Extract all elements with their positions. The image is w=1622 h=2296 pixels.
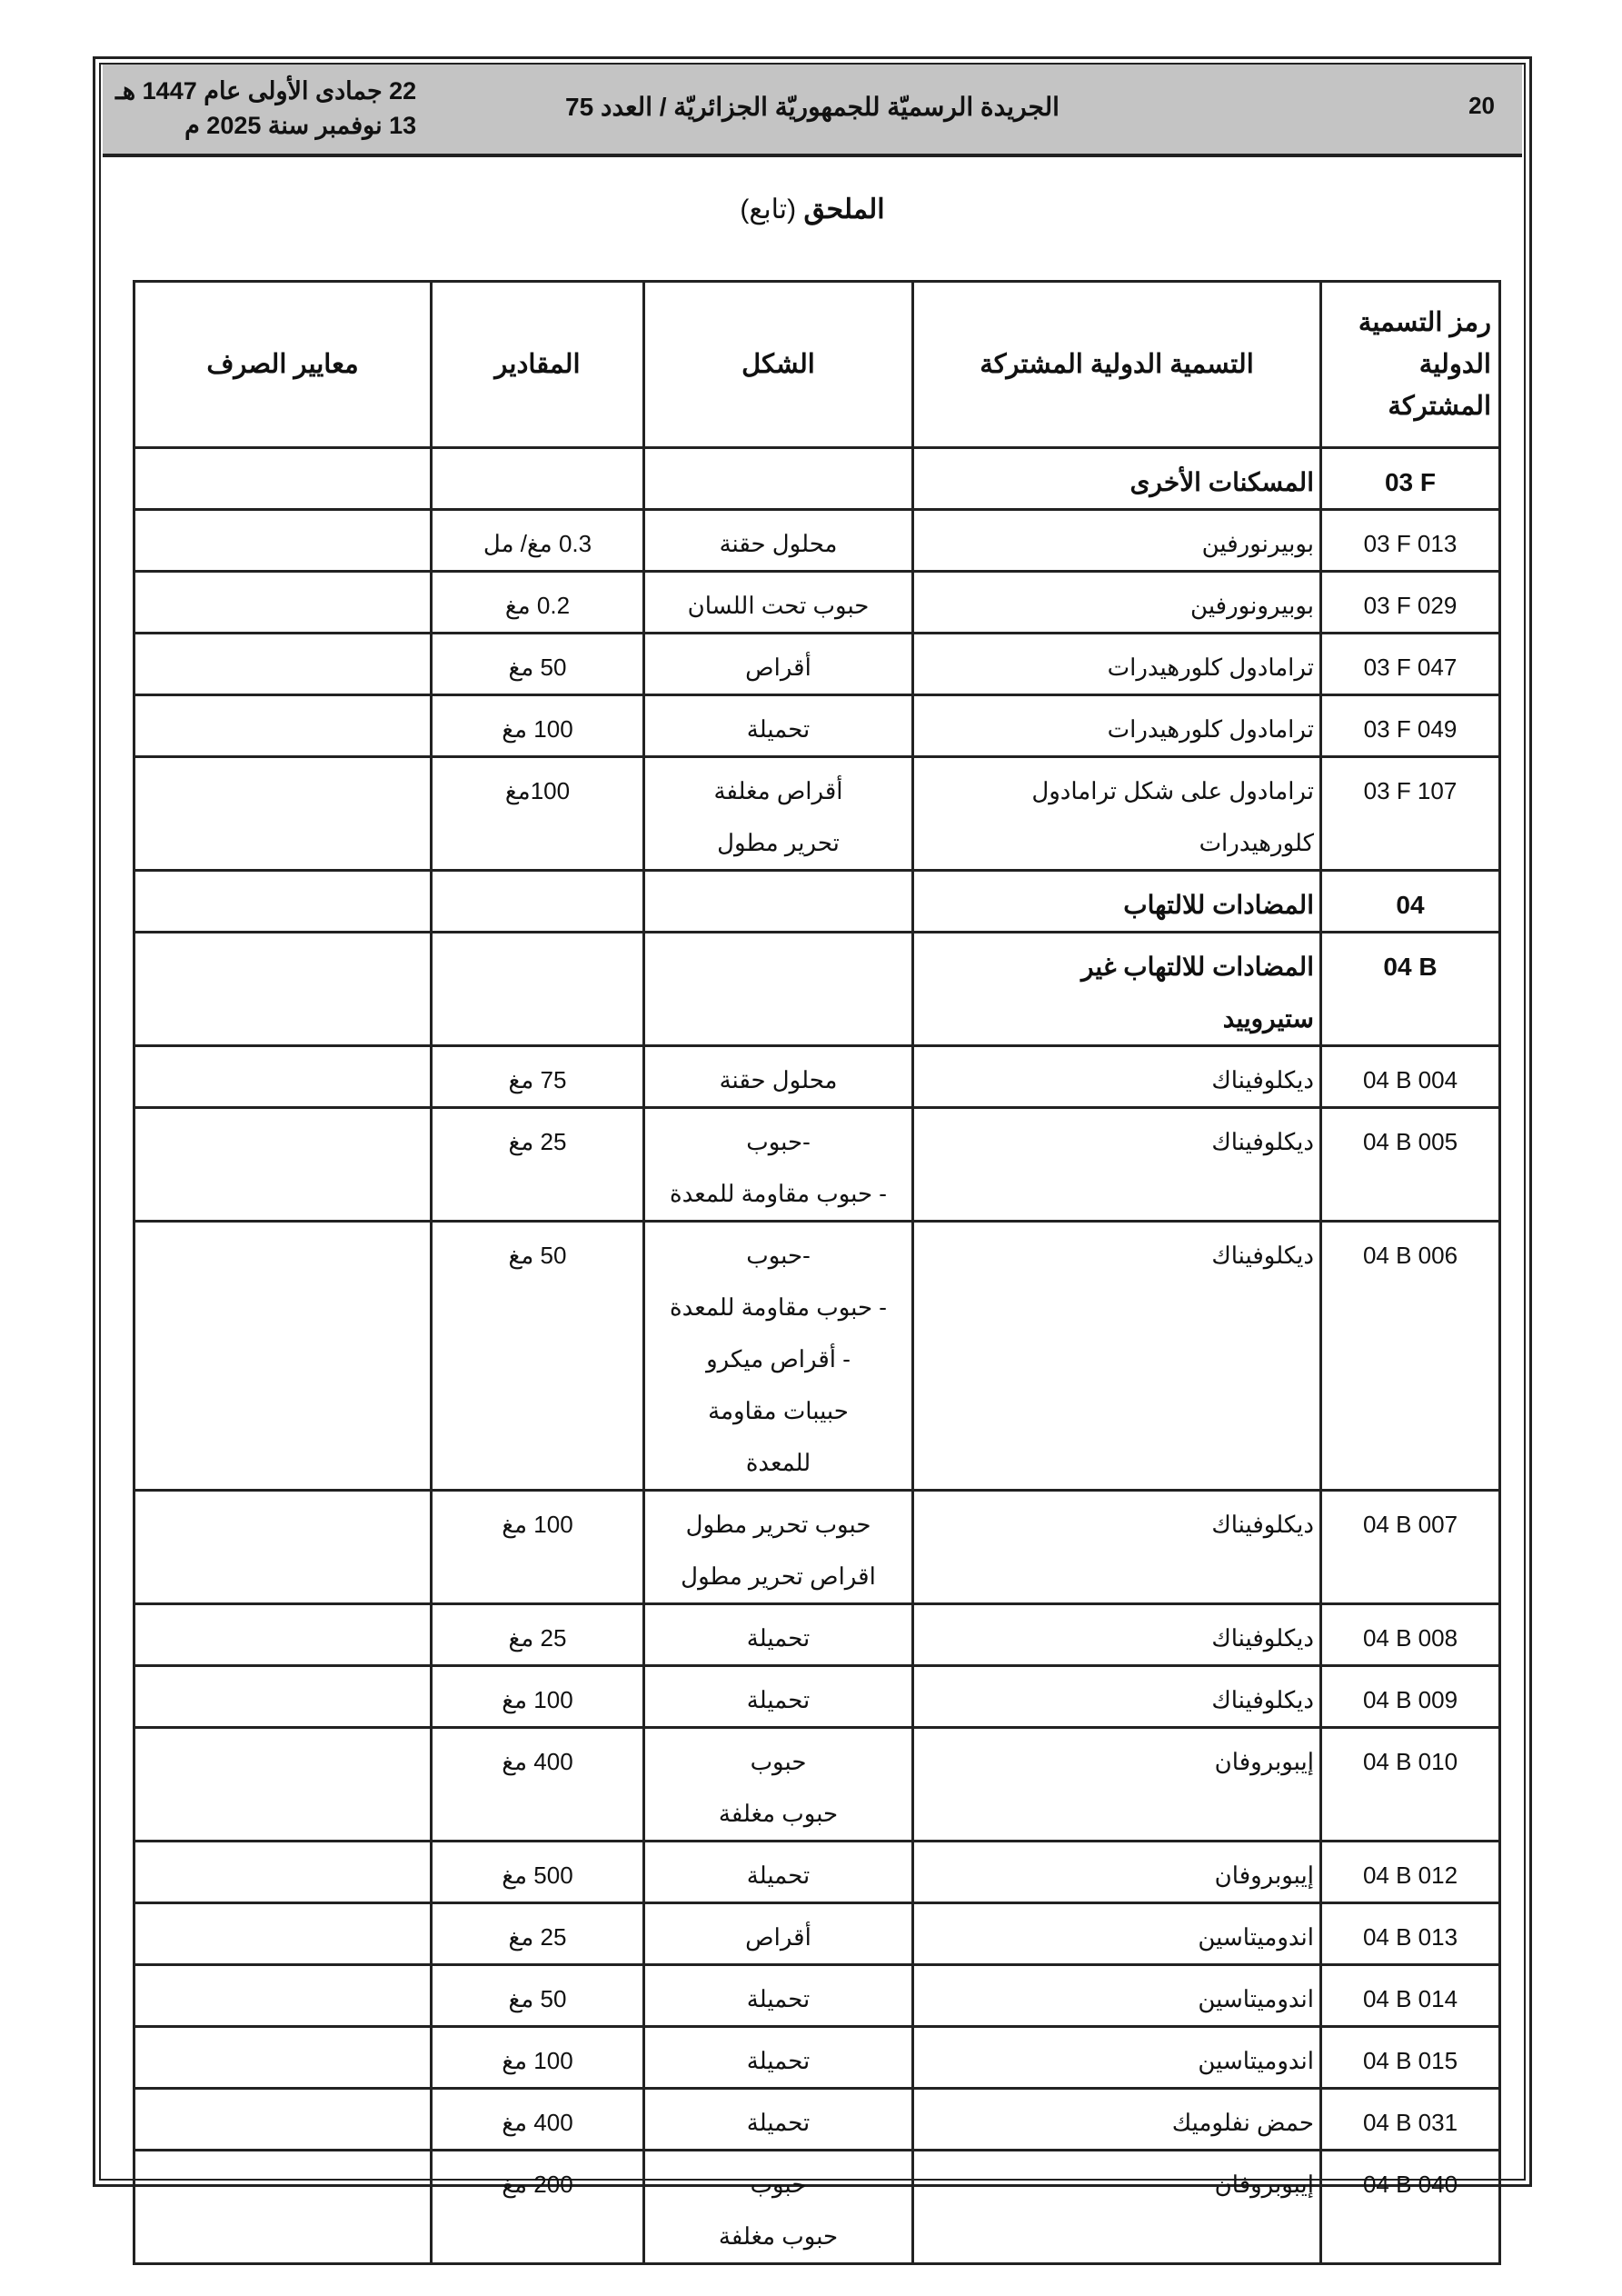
cell-name xyxy=(913,1046,1321,1108)
issue-date xyxy=(115,74,416,143)
table-header-row xyxy=(134,282,1500,448)
cell-name xyxy=(913,1728,1321,1842)
cell-form-line: تحميلة xyxy=(746,1862,811,1889)
cell-criteria xyxy=(134,1604,432,1666)
cell-criteria xyxy=(134,572,432,634)
table-row xyxy=(134,1965,1500,2027)
cell-form xyxy=(644,1108,913,1222)
cell-name-line: بوبيرونورفين xyxy=(1190,592,1314,619)
cell-code: 03 F 013 xyxy=(1321,510,1500,572)
cell-dose: 25 مغ xyxy=(432,1903,644,1965)
cell-criteria xyxy=(134,1965,432,2027)
cell-form-line: محلول حقنة xyxy=(719,530,838,557)
cell-name xyxy=(913,695,1321,757)
cell-dose: 100مغ xyxy=(432,757,644,871)
cell-code: 04 B 004 xyxy=(1321,1046,1500,1108)
cell-name xyxy=(913,933,1321,1046)
cell-form-line: أقراص xyxy=(745,1923,811,1951)
cell-form-line: حبيبات مقاومة xyxy=(708,1397,849,1424)
cell-name-line: ديكلوفيناك xyxy=(1211,1128,1314,1155)
cell-form xyxy=(644,1046,913,1108)
cell-criteria xyxy=(134,1666,432,1728)
cell-criteria xyxy=(134,1842,432,1903)
cell-dose: 500 مغ xyxy=(432,1842,644,1903)
cell-code: 03 F 049 xyxy=(1321,695,1500,757)
cell-form-line: تحميلة xyxy=(746,1624,811,1652)
cell-form xyxy=(644,871,913,933)
cell-code: 04 B 040 xyxy=(1321,2151,1500,2264)
cell-dose: 100 مغ xyxy=(432,2027,644,2089)
table-row xyxy=(134,634,1500,695)
cell-criteria xyxy=(134,510,432,572)
cell-form-line: - حبوب مقاومة للمعدة xyxy=(670,1180,887,1207)
cell-name-line: ديكلوفيناك xyxy=(1211,1624,1314,1652)
cell-form xyxy=(644,1491,913,1604)
cell-form xyxy=(644,1965,913,2027)
column-header-name: التسمية الدولية المشتركة xyxy=(913,282,1321,448)
cell-criteria xyxy=(134,1222,432,1491)
cell-dose: 50 مغ xyxy=(432,1965,644,2027)
cell-criteria xyxy=(134,634,432,695)
medicines-table xyxy=(133,280,1501,2265)
table-row xyxy=(134,1222,1500,1491)
cell-form-line: حبوب xyxy=(750,2171,807,2198)
cell-criteria xyxy=(134,1046,432,1108)
cell-code: 04 B 014 xyxy=(1321,1965,1500,2027)
cell-form-line: -حبوب xyxy=(746,1242,811,1269)
cell-name-line: كلورهيدرات xyxy=(1199,829,1314,856)
cell-form-line: تحميلة xyxy=(746,2047,811,2074)
cell-name-line: حمض نفلوميك xyxy=(1171,2109,1314,2136)
annex-title-main: الملحق xyxy=(803,195,885,225)
cell-dose: 50 مغ xyxy=(432,634,644,695)
cell-dose: 200 مغ xyxy=(432,2151,644,2264)
cell-dose xyxy=(432,448,644,510)
cell-name xyxy=(913,871,1321,933)
cell-criteria xyxy=(134,2027,432,2089)
column-header-criteria: معايير الصرف xyxy=(134,282,432,448)
cell-form xyxy=(644,2089,913,2151)
cell-form xyxy=(644,757,913,871)
cell-name xyxy=(913,1903,1321,1965)
cell-name-line: ديكلوفيناك xyxy=(1211,1066,1314,1093)
cell-dose: 400 مغ xyxy=(432,1728,644,1842)
cell-name-line: إيبوبروفان xyxy=(1214,2171,1314,2198)
annex-subtitle: (تابع) xyxy=(740,195,797,225)
cell-code: 04 B 012 xyxy=(1321,1842,1500,1903)
cell-code: 04 B 006 xyxy=(1321,1222,1500,1491)
cell-code: 04 B 008 xyxy=(1321,1604,1500,1666)
table-row xyxy=(134,572,1500,634)
cell-name-line: ديكلوفيناك xyxy=(1211,1686,1314,1713)
table-row xyxy=(134,1666,1500,1728)
table-row xyxy=(134,510,1500,572)
cell-name-line: المضادات للالتهاب xyxy=(1123,891,1314,919)
cell-name xyxy=(913,757,1321,871)
table-section-row xyxy=(134,448,1500,510)
cell-code: 03 F 047 xyxy=(1321,634,1500,695)
cell-code: 04 B 010 xyxy=(1321,1728,1500,1842)
table-row xyxy=(134,1604,1500,1666)
table-row xyxy=(134,2089,1500,2151)
cell-form-line: للمعدة xyxy=(745,1449,811,1476)
cell-name xyxy=(913,634,1321,695)
cell-name-line: إيبوبروفان xyxy=(1214,1748,1314,1775)
cell-name xyxy=(913,2151,1321,2264)
cell-form xyxy=(644,634,913,695)
cell-code: 04 B 015 xyxy=(1321,2027,1500,2089)
cell-form xyxy=(644,2027,913,2089)
cell-form xyxy=(644,933,913,1046)
cell-name-line: إيبوبروفان xyxy=(1214,1862,1314,1889)
cell-name-line: ترامادول كلورهيدرات xyxy=(1107,715,1314,743)
cell-form-line: - حبوب مقاومة للمعدة xyxy=(670,1293,887,1321)
cell-form-line: تحميلة xyxy=(746,715,811,743)
cell-form-line: حبوب تحت اللسان xyxy=(687,592,870,619)
cell-dose: 0.2 مغ xyxy=(432,572,644,634)
table-row xyxy=(134,1728,1500,1842)
column-header-code: رمز التسمية الدولية المشتركة xyxy=(1321,282,1500,448)
cell-form-line: تحميلة xyxy=(746,1686,811,1713)
cell-criteria xyxy=(134,2151,432,2264)
cell-name xyxy=(913,1965,1321,2027)
cell-dose: 400 مغ xyxy=(432,2089,644,2151)
cell-dose: 100 مغ xyxy=(432,1491,644,1604)
table-row xyxy=(134,2027,1500,2089)
date-hijri: 22 جمادى الأولى عام 1447 هـ xyxy=(115,77,417,105)
cell-name xyxy=(913,1491,1321,1604)
cell-name xyxy=(913,1666,1321,1728)
cell-dose: 25 مغ xyxy=(432,1108,644,1222)
cell-dose: 0.3 مغ/ مل xyxy=(432,510,644,572)
cell-form xyxy=(644,695,913,757)
cell-form-line: -حبوب xyxy=(746,1128,811,1155)
cell-criteria xyxy=(134,448,432,510)
cell-name-line: اندوميتاسين xyxy=(1198,2047,1314,2074)
cell-form xyxy=(644,1842,913,1903)
cell-name-line: اندوميتاسين xyxy=(1198,1985,1314,2012)
cell-code: 04 xyxy=(1321,871,1500,933)
cell-criteria xyxy=(134,1728,432,1842)
cell-name-line: بوبيرنورفين xyxy=(1201,530,1314,557)
cell-dose: 100 مغ xyxy=(432,695,644,757)
cell-code: 04 B 031 xyxy=(1321,2089,1500,2151)
cell-form xyxy=(644,572,913,634)
cell-form xyxy=(644,2151,913,2264)
cell-name-line: ديكلوفيناك xyxy=(1211,1511,1314,1538)
cell-name-line: ستيروييد xyxy=(1222,1004,1314,1033)
table-section-row xyxy=(134,871,1500,933)
table-row xyxy=(134,1108,1500,1222)
cell-form xyxy=(644,1222,913,1491)
cell-form-line: تحميلة xyxy=(746,2109,811,2136)
cell-criteria xyxy=(134,871,432,933)
cell-name-line: المسكنات الأخرى xyxy=(1129,468,1314,496)
table-row xyxy=(134,2151,1500,2264)
table-row xyxy=(134,1491,1500,1604)
cell-name xyxy=(913,1222,1321,1491)
cell-form-line: تحميلة xyxy=(746,1985,811,2012)
cell-code: 04 B 009 xyxy=(1321,1666,1500,1728)
cell-name-line: المضادات للالتهاب غير xyxy=(1080,953,1314,981)
cell-name xyxy=(913,448,1321,510)
cell-name-line: ترامادول على شكل ترامادول xyxy=(1031,777,1314,804)
cell-dose xyxy=(432,933,644,1046)
page-number: 20 xyxy=(1468,92,1495,119)
cell-form xyxy=(644,448,913,510)
cell-form-line: محلول حقنة xyxy=(719,1066,838,1093)
cell-name xyxy=(913,1604,1321,1666)
cell-form-line: - أقراص ميكرو xyxy=(706,1345,851,1373)
cell-code: 04 B xyxy=(1321,933,1500,1046)
cell-form-line: أقراص مغلفة xyxy=(713,777,843,804)
table-section-row xyxy=(134,933,1500,1046)
cell-form xyxy=(644,1604,913,1666)
cell-criteria xyxy=(134,1903,432,1965)
cell-form-line: حبوب مغلفة xyxy=(718,2222,839,2250)
cell-name xyxy=(913,2027,1321,2089)
cell-form xyxy=(644,1728,913,1842)
table-row xyxy=(134,1046,1500,1108)
cell-criteria xyxy=(134,1491,432,1604)
cell-name xyxy=(913,572,1321,634)
annex-title xyxy=(95,194,1529,225)
cell-dose: 50 مغ xyxy=(432,1222,644,1491)
cell-name xyxy=(913,510,1321,572)
table-row xyxy=(134,695,1500,757)
cell-dose: 100 مغ xyxy=(432,1666,644,1728)
cell-form-line: حبوب مغلفة xyxy=(718,1800,839,1827)
cell-name-line: ترامادول كلورهيدرات xyxy=(1107,654,1314,681)
gazette-title: الجريدة الرسميّة للجمهوريّة الجزائريّة / العدد 75 xyxy=(565,93,1060,121)
cell-form-line: حبوب xyxy=(750,1748,807,1775)
cell-dose: 25 مغ xyxy=(432,1604,644,1666)
cell-form-line: أقراص xyxy=(745,654,811,681)
cell-form xyxy=(644,1903,913,1965)
column-header-dose: المقادير xyxy=(432,282,644,448)
cell-criteria xyxy=(134,2089,432,2151)
cell-form xyxy=(644,1666,913,1728)
cell-dose xyxy=(432,871,644,933)
cell-form-line: تحرير مطول xyxy=(717,829,840,856)
cell-code: 03 F 107 xyxy=(1321,757,1500,871)
date-gregorian: 13 نوفمبر سنة 2025 م xyxy=(184,112,417,139)
cell-name-line: اندوميتاسين xyxy=(1198,1923,1314,1951)
cell-criteria xyxy=(134,933,432,1046)
column-header-form: الشكل xyxy=(644,282,913,448)
cell-criteria xyxy=(134,757,432,871)
table-row xyxy=(134,1842,1500,1903)
cell-code: 03 F 029 xyxy=(1321,572,1500,634)
table-row xyxy=(134,1903,1500,1965)
cell-code: 04 B 007 xyxy=(1321,1491,1500,1604)
cell-name xyxy=(913,1108,1321,1222)
cell-dose: 75 مغ xyxy=(432,1046,644,1108)
cell-name xyxy=(913,1842,1321,1903)
cell-code: 04 B 005 xyxy=(1321,1108,1500,1222)
cell-form-line: حبوب تحرير مطول xyxy=(685,1511,871,1538)
cell-criteria xyxy=(134,1108,432,1222)
gazette-header xyxy=(103,65,1522,157)
cell-name-line: ديكلوفيناك xyxy=(1211,1242,1314,1269)
cell-form-line: اقراص تحرير مطول xyxy=(681,1562,876,1590)
cell-criteria xyxy=(134,695,432,757)
cell-code: 04 B 013 xyxy=(1321,1903,1500,1965)
cell-code: 03 F xyxy=(1321,448,1500,510)
cell-form xyxy=(644,510,913,572)
table-row xyxy=(134,757,1500,871)
cell-name xyxy=(913,2089,1321,2151)
